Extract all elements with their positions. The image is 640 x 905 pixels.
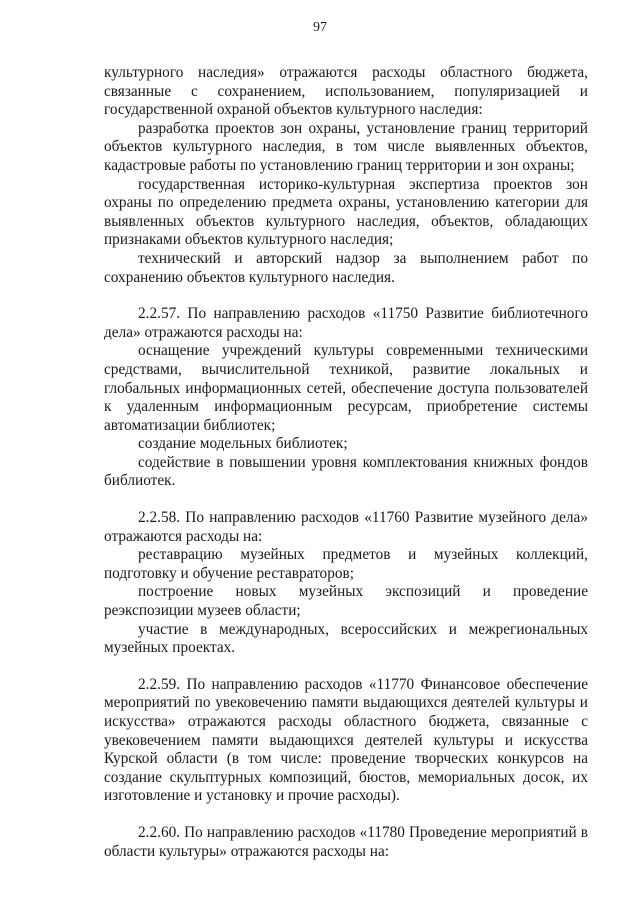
paragraph: 2.2.60. По направлению расходов «11780 Проведение мероприятий в области культуры» отражаются расходы на: bbox=[104, 823, 588, 860]
paragraph: содействие в повышении уровня комплектования книжных фондов библиотек. bbox=[104, 453, 588, 490]
paragraph: создание модельных библиотек; bbox=[138, 435, 348, 453]
page-number: 97 bbox=[313, 20, 327, 35]
paragraph: оснащение учреждений культуры современными техническими средствами, вычислительной техникой, развитие локальных и глобальных информационных сетей, обеспечение доступа пользователей к удаленным информационным ресурсам, приобретение системы автоматизации библиотек; bbox=[104, 342, 588, 434]
paragraph: государственная историко-культурная экспертиза проектов зон охраны по определению предмета охраны, установлению категории для выявленных объектов культурного наследия, объектов, обладающих признаками объектов культурного наследия; bbox=[104, 175, 588, 249]
document-body bbox=[104, 64, 588, 861]
paragraph: культурного наследия» отражаются расходы областного бюджета, связанные с сохранением, использованием, популяризацией и государственной охраной объектов культурного наследия: bbox=[104, 64, 588, 119]
paragraph: 2.2.58. По направлению расходов «11760 Развитие музейного дела» отражаются расходы на: bbox=[104, 509, 588, 545]
paragraph: 2.2.57. По направлению расходов «11750 Развитие библиотечного дела» отражаются расходы на: bbox=[104, 305, 588, 341]
paragraph: построение новых музейных экспозиций и проведение реэкспозиции музеев области; bbox=[104, 583, 588, 620]
section-gap bbox=[104, 658, 588, 676]
section-gap bbox=[104, 806, 588, 824]
paragraph: разработка проектов зон охраны, установление границ территорий объектов культурного наследия, в том числе выявленных объектов, кадастровые работы по установлению границ территории и зон охраны; bbox=[104, 119, 588, 174]
paragraph: участие в международных, всероссийских и межрегиональных музейных проектах. bbox=[104, 620, 588, 657]
paragraph: 2.2.59. По направлению расходов «11770 Финансовое обеспечение мероприятий по увековечению памяти выдающихся деятелей культуры и искусства» отражаются расходы областного бюджета, связанные с увековечением памяти выдающихся деятелей культуры и искусства Курской области (в том числе: проведение творческих конкурсов на создание скульптурных композиций, бюстов, мемориальных досок, их изготовление и установку и прочие расходы). bbox=[104, 675, 588, 805]
paragraph: технический и авторский надзор за выполнением работ по сохранению объектов культурного наследия. bbox=[104, 249, 588, 286]
section-gap bbox=[104, 491, 588, 509]
paragraph: реставрацию музейных предметов и музейных коллекций, подготовку и обучение реставраторов; bbox=[104, 546, 588, 582]
section-gap bbox=[104, 287, 588, 305]
